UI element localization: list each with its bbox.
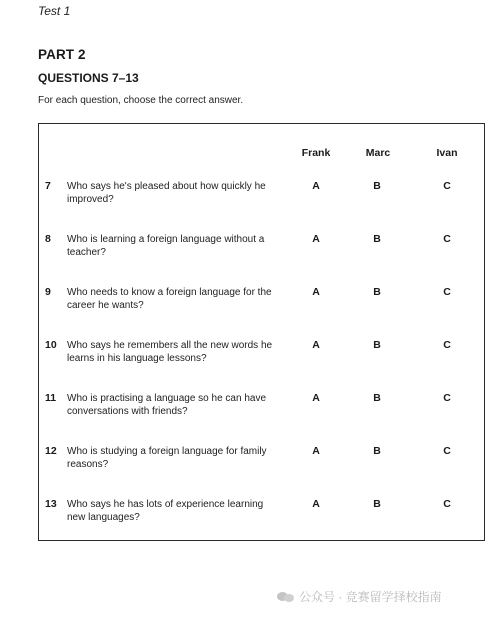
option-a[interactable]: A xyxy=(312,180,320,192)
option-b[interactable]: B xyxy=(373,286,381,298)
option-a[interactable]: A xyxy=(312,339,320,351)
option-c[interactable]: C xyxy=(443,445,451,457)
option-c[interactable]: C xyxy=(443,233,451,245)
question-number: 9 xyxy=(45,286,51,298)
wechat-icon xyxy=(277,590,295,604)
question-row xyxy=(39,233,484,283)
question-number: 8 xyxy=(45,233,51,245)
watermark xyxy=(277,588,442,605)
question-number: 11 xyxy=(45,392,57,404)
option-b[interactable]: B xyxy=(373,339,381,351)
question-number: 12 xyxy=(45,445,57,457)
question-row xyxy=(39,392,484,442)
column-header-marc: Marc xyxy=(365,147,391,159)
question-text: Who is learning a foreign language without a teacher? xyxy=(67,234,265,258)
column-header-frank: Frank xyxy=(301,147,331,159)
question-row xyxy=(39,445,484,495)
option-a[interactable]: A xyxy=(312,392,320,404)
question-text: Who says he has lots of experience learning new languages? xyxy=(67,499,264,523)
option-a[interactable]: A xyxy=(312,445,320,457)
option-c[interactable]: C xyxy=(443,286,451,298)
test-label: Test 1 xyxy=(38,4,71,18)
option-b[interactable]: B xyxy=(373,233,381,245)
option-c[interactable]: C xyxy=(443,392,451,404)
question-text: Who needs to know a foreign language for the career he wants? xyxy=(67,287,272,311)
question-number: 13 xyxy=(45,498,57,510)
question-row xyxy=(39,286,484,336)
question-row xyxy=(39,498,484,548)
questions-title: QUESTIONS 7–13 xyxy=(38,71,139,85)
question-text: Who says he remembers all the new words he learns in his language lessons? xyxy=(67,340,273,364)
option-c[interactable]: C xyxy=(443,180,451,192)
option-b[interactable]: B xyxy=(373,392,381,404)
instruction-text: For each question, choose the correct answer. xyxy=(38,95,244,106)
question-number: 7 xyxy=(45,180,51,192)
question-text: Who says he's pleased about how quickly he improved? xyxy=(67,181,266,205)
watermark-text: 公众号 · 竞赛留学择校指南 xyxy=(299,590,442,604)
column-header-ivan: Ivan xyxy=(436,147,458,159)
option-a[interactable]: A xyxy=(312,286,320,298)
option-a[interactable]: A xyxy=(312,233,320,245)
option-c[interactable]: C xyxy=(443,339,451,351)
question-number: 10 xyxy=(45,339,57,351)
option-c[interactable]: C xyxy=(443,498,451,510)
option-b[interactable]: B xyxy=(373,180,381,192)
option-a[interactable]: A xyxy=(312,498,320,510)
part-title: PART 2 xyxy=(38,47,86,62)
question-row xyxy=(39,339,484,389)
option-b[interactable]: B xyxy=(373,498,381,510)
question-text: Who is studying a foreign language for family reasons? xyxy=(67,446,267,470)
question-box xyxy=(38,123,485,541)
question-row xyxy=(39,180,484,230)
question-text: Who is practising a language so he can have conversations with friends? xyxy=(67,393,267,417)
option-b[interactable]: B xyxy=(373,445,381,457)
